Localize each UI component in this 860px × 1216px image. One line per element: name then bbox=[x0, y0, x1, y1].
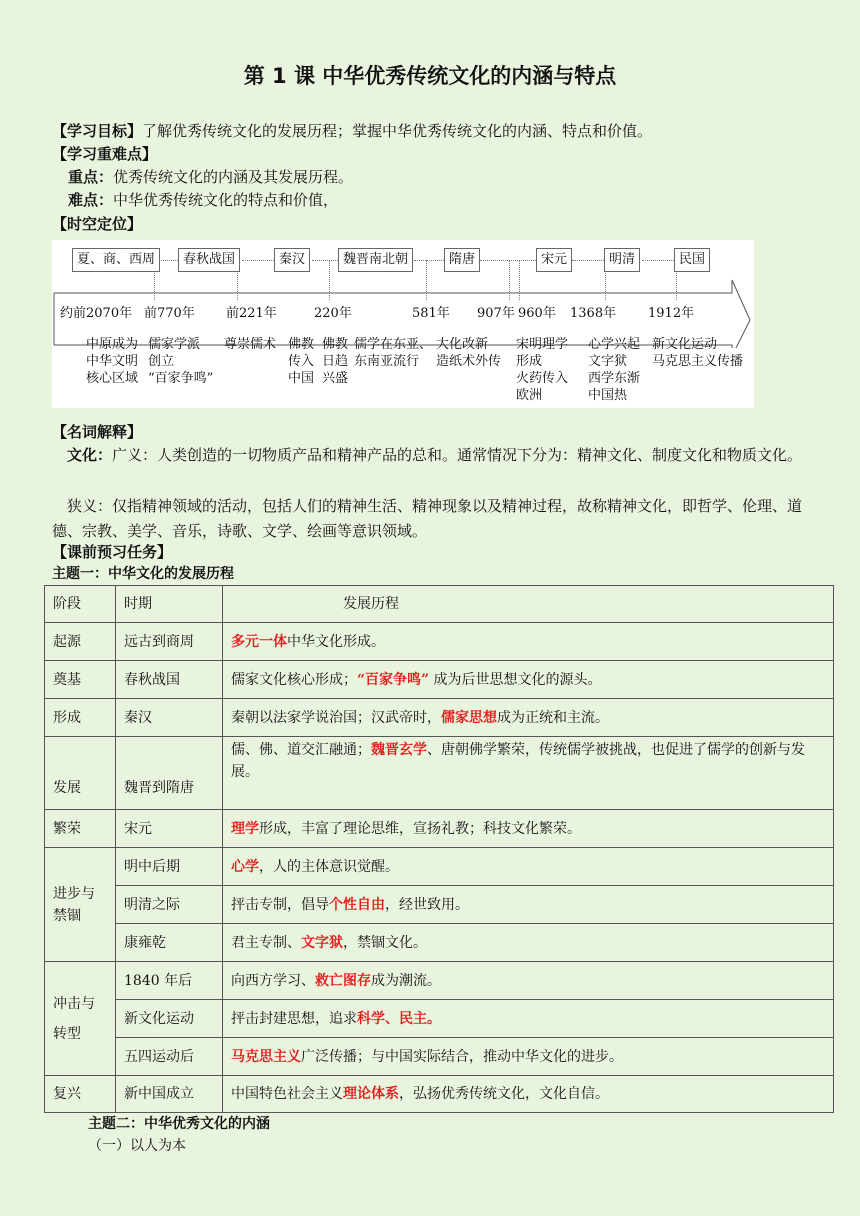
history-text: 成为后世思想文化的源头。 bbox=[429, 671, 602, 688]
stage-cell: 繁荣 bbox=[45, 810, 116, 848]
history-highlight: 魏晋玄学 bbox=[371, 742, 427, 758]
history-cell bbox=[223, 886, 834, 924]
goals-label: 【学习目标】 bbox=[52, 122, 143, 140]
development-table bbox=[44, 585, 834, 1113]
history-cell bbox=[223, 699, 834, 737]
timeline-event: 中原成为 中华文明 核心区域 bbox=[86, 337, 139, 386]
history-cell bbox=[223, 962, 834, 1000]
stage-cell: 复兴 bbox=[45, 1076, 116, 1113]
history-cell bbox=[223, 1000, 834, 1038]
timeline-tick bbox=[329, 260, 330, 300]
table-row bbox=[45, 1076, 834, 1113]
header-stage: 阶段 bbox=[45, 586, 116, 623]
timeline-dash bbox=[480, 260, 536, 261]
page-title: 第 1 课 中华优秀传统文化的内涵与特点 bbox=[243, 64, 617, 88]
difficulty-text: 中华优秀传统文化的特点和价值， bbox=[113, 191, 339, 209]
difficulty-line bbox=[68, 189, 338, 211]
topic-two-heading: 主题二：中华优秀文化的内涵 bbox=[88, 1116, 270, 1132]
history-cell bbox=[223, 737, 834, 810]
timeline-period: 春秋战国 bbox=[178, 248, 240, 272]
timeline-year: 220年 bbox=[314, 306, 352, 321]
goals-text: 了解优秀传统文化的发展历程；掌握中华优秀传统文化的内涵、特点和价值。 bbox=[142, 122, 653, 140]
history-text: 抨击专制，倡导 bbox=[231, 896, 329, 913]
subsection-heading: （一）以人为本 bbox=[88, 1138, 186, 1154]
focus-label: 重点： bbox=[68, 168, 114, 186]
period-cell: 魏晋到隋唐 bbox=[116, 737, 223, 810]
history-text: 中华文化形成。 bbox=[287, 633, 385, 650]
stage-line: 禁锢 bbox=[53, 907, 81, 924]
table-header-row bbox=[45, 586, 834, 623]
history-highlight: 马克思主义 bbox=[231, 1048, 301, 1065]
history-text: 成为正统和主流。 bbox=[497, 709, 609, 726]
culture-broad-definition bbox=[52, 443, 812, 468]
history-text: 中国特色社会主义 bbox=[231, 1086, 343, 1102]
history-cell bbox=[223, 1076, 834, 1113]
table-row bbox=[45, 623, 834, 661]
history-text: 秦朝以法家学说治国；汉武帝时， bbox=[231, 709, 441, 726]
timeline-year: 581年 bbox=[412, 306, 450, 321]
timeline-event: 宋明理学 形成 火药传入 欧洲 bbox=[516, 337, 569, 403]
focus-line bbox=[68, 166, 353, 188]
key-points-label: 【学习重难点】 bbox=[52, 145, 158, 163]
timeline-period: 隋唐 bbox=[444, 248, 480, 272]
period-cell: 明中后期 bbox=[116, 848, 223, 886]
stage-cell: 发展 bbox=[45, 737, 116, 810]
table-row bbox=[45, 737, 834, 810]
history-text: 君主专制、 bbox=[231, 934, 301, 951]
history-text: 、唐朝佛学繁荣，传统儒学被挑战，也促进了儒学的创新与发展。 bbox=[231, 742, 805, 780]
history-text: 儒、佛、道交汇融通； bbox=[231, 742, 371, 758]
history-cell bbox=[223, 1038, 834, 1076]
table-row bbox=[45, 924, 834, 962]
history-text: 儒家文化核心形成； bbox=[231, 671, 357, 688]
table-row bbox=[45, 962, 834, 1000]
culture-broad: 广义：人类创造的一切物质产品和精神产品的总和。通常情况下分为：精神文化、制度文化和物质文化。 bbox=[112, 446, 803, 464]
timeline-label: 【时空定位】 bbox=[52, 215, 143, 233]
period-cell: 秦汉 bbox=[116, 699, 223, 737]
history-highlight: 理论体系 bbox=[343, 1086, 399, 1102]
timeline-event: 尊崇儒术 bbox=[224, 337, 277, 352]
focus-text: 优秀传统文化的内涵及其发展历程。 bbox=[113, 168, 354, 186]
timeline-year: 前221年 bbox=[226, 306, 277, 321]
header-history: 发展历程 bbox=[223, 586, 834, 623]
history-highlight: 科学、民主。 bbox=[357, 1010, 441, 1027]
period-cell: 明清之际 bbox=[116, 886, 223, 924]
table-row bbox=[45, 848, 834, 886]
timeline-dash bbox=[312, 260, 338, 261]
history-text: ，禁锢文化。 bbox=[343, 934, 427, 951]
learning-goals bbox=[52, 120, 652, 142]
table-row bbox=[45, 810, 834, 848]
period-cell: 远古到商周 bbox=[116, 623, 223, 661]
timeline-event: 儒家学派 创立 “百家争鸣” bbox=[148, 337, 214, 386]
history-cell bbox=[223, 623, 834, 661]
timeline-period: 夏、商、西周 bbox=[72, 248, 160, 272]
table-row bbox=[45, 699, 834, 737]
period-cell: 春秋战国 bbox=[116, 661, 223, 699]
header-period: 时期 bbox=[116, 586, 223, 623]
timeline-dash bbox=[242, 260, 274, 261]
table-row bbox=[45, 1000, 834, 1038]
timeline-period: 秦汉 bbox=[274, 248, 310, 272]
period-cell: 康雍乾 bbox=[116, 924, 223, 962]
timeline-year: 960年 bbox=[518, 306, 556, 321]
timeline-event: 儒学在东亚、 东南亚流行 bbox=[354, 337, 433, 369]
timeline-dash bbox=[414, 260, 444, 261]
period-cell: 五四运动后 bbox=[116, 1038, 223, 1076]
history-highlight: 心学 bbox=[231, 858, 259, 875]
table-row bbox=[45, 886, 834, 924]
history-text: 广泛传播；与中国实际结合，推动中华文化的进步。 bbox=[301, 1048, 623, 1065]
timeline-event: 大化改新 造纸术外传 bbox=[436, 337, 502, 369]
stage-cell: 起源 bbox=[45, 623, 116, 661]
history-highlight: 理学 bbox=[231, 820, 259, 837]
stage-cell: 形成 bbox=[45, 699, 116, 737]
history-text: 抨击封建思想，追求 bbox=[231, 1010, 357, 1027]
stage-cell: 奠基 bbox=[45, 661, 116, 699]
history-text: 形成，丰富了理论思维，宣扬礼教；科技文化繁荣。 bbox=[259, 820, 581, 837]
timeline-dash bbox=[572, 260, 604, 261]
timeline-year: 907年 bbox=[477, 306, 515, 321]
timeline-event: 新文化运动 马克思主义传播 bbox=[652, 337, 744, 369]
timeline-figure bbox=[52, 240, 754, 408]
history-text: 向西方学习、 bbox=[231, 972, 315, 989]
timeline-tick bbox=[509, 260, 510, 300]
timeline-year: 约前2070年 bbox=[60, 306, 133, 321]
culture-label: 文化： bbox=[67, 446, 113, 464]
table-row bbox=[45, 661, 834, 699]
history-text: ，弘扬优秀传统文化，文化自信。 bbox=[399, 1086, 609, 1102]
stage-line: 转型 bbox=[53, 1025, 81, 1042]
timeline-tick bbox=[426, 260, 427, 300]
history-text: ，经世致用。 bbox=[385, 896, 469, 913]
history-highlight: 个性自由 bbox=[329, 896, 385, 913]
stage-line: 进步与 bbox=[53, 885, 95, 902]
history-text: 成为潮流。 bbox=[371, 972, 441, 989]
timeline-tick bbox=[519, 260, 520, 300]
timeline-year: 1912年 bbox=[648, 306, 695, 321]
timeline-period: 魏晋南北朝 bbox=[338, 248, 413, 272]
history-highlight: 儒家思想 bbox=[441, 709, 497, 726]
period-cell: 新中国成立 bbox=[116, 1076, 223, 1113]
timeline-period: 宋元 bbox=[536, 248, 572, 272]
culture-narrow: 狭义：仅指精神领域的活动，包括人们的精神生活、精神现象以及精神过程，故称精神文化，即哲学、伦理、道德、宗教、美学、音乐，诗歌、文学、绘画等意识领域。 bbox=[52, 497, 803, 540]
history-highlight: 救亡图存 bbox=[315, 972, 371, 989]
history-text: ，人的主体意识觉醒。 bbox=[259, 858, 399, 875]
history-cell bbox=[223, 848, 834, 886]
history-cell bbox=[223, 924, 834, 962]
history-highlight: 文字狱 bbox=[301, 934, 343, 951]
history-cell bbox=[223, 810, 834, 848]
period-cell: 1840 年后 bbox=[116, 962, 223, 1000]
history-highlight: 多元一体 bbox=[231, 633, 287, 650]
timeline-event: 佛教 日趋 兴盛 bbox=[322, 337, 349, 386]
timeline-year: 前770年 bbox=[144, 306, 195, 321]
period-cell: 宋元 bbox=[116, 810, 223, 848]
timeline-dash bbox=[642, 260, 674, 261]
timeline-event: 佛教 传入 中国 bbox=[288, 337, 315, 386]
history-cell bbox=[223, 661, 834, 699]
stage-line: 冲击与 bbox=[53, 995, 95, 1012]
timeline-year: 1368年 bbox=[570, 306, 617, 321]
timeline-period: 明清 bbox=[604, 248, 640, 272]
difficulty-label: 难点： bbox=[68, 191, 114, 209]
terms-label: 【名词解释】 bbox=[52, 423, 143, 441]
topic-one-heading: 主题一：中华文化的发展历程 bbox=[52, 566, 234, 582]
stage-cell bbox=[45, 848, 116, 962]
history-highlight: “百家争鸣” bbox=[357, 671, 430, 688]
stage-cell bbox=[45, 962, 116, 1076]
period-cell: 新文化运动 bbox=[116, 1000, 223, 1038]
timeline-event: 心学兴起 文字狱 西学东渐 中国热 bbox=[588, 337, 641, 403]
preview-label: 【课前预习任务】 bbox=[52, 543, 173, 561]
table-row bbox=[45, 1038, 834, 1076]
timeline-period: 民国 bbox=[674, 248, 710, 272]
